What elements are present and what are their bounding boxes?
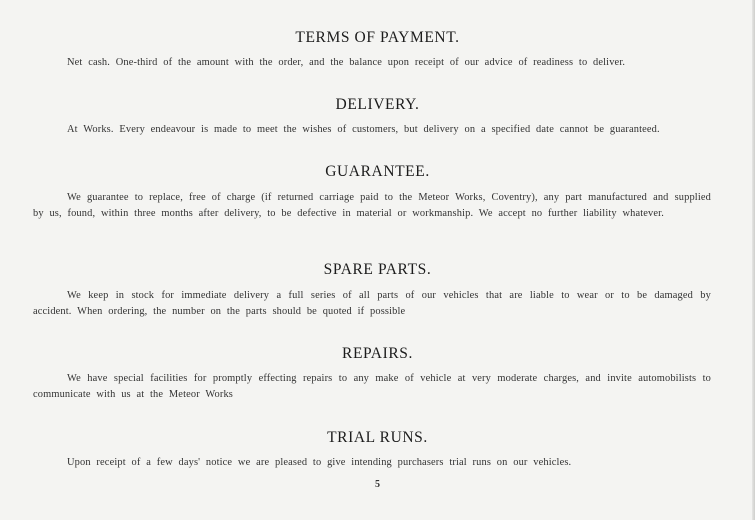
page-number: 5 — [375, 479, 380, 490]
paragraph-spare-parts: We keep in stock for immediate delivery a full series of all parts of our vehicles that are liable to wear or to be damaged by accident. When ordering, the number on the parts should be quoted if possible — [33, 290, 711, 317]
heading-repairs: REPAIRS. — [342, 345, 413, 362]
heading-trial-runs: TRIAL RUNS. — [327, 429, 428, 446]
heading-delivery: DELIVERY. — [335, 96, 420, 113]
heading-terms-of-payment: TERMS OF PAYMENT. — [295, 29, 460, 46]
heading-guarantee: GUARANTEE. — [325, 163, 430, 180]
paragraph-terms-of-payment: Net cash. One-third of the amount with the order, and the balance upon receipt of our advice of readiness to deliver. — [67, 57, 626, 68]
paragraph-trial-runs: Upon receipt of a few days' notice we are pleased to give intending purchasers trial runs on our vehicles. — [67, 457, 572, 468]
heading-spare-parts: SPARE PARTS. — [323, 261, 432, 278]
paragraph-guarantee: We guarantee to replace, free of charge (if returned carriage paid to the Meteor Works, Coventry), any part manufactured and supplied by us, found, within three months after delivery, to be defective in material or workmanship. We accept no further liability whatever. — [33, 192, 711, 219]
paragraph-delivery: At Works. Every endeavour is made to meet the wishes of customers, but delivery on a specified date cannot be guaranteed. — [67, 124, 660, 135]
paragraph-repairs: We have special facilities for promptly effecting repairs to any make of vehicle at very moderate charges, and invite automobilists to communicate with us at the Meteor Works — [33, 373, 711, 400]
